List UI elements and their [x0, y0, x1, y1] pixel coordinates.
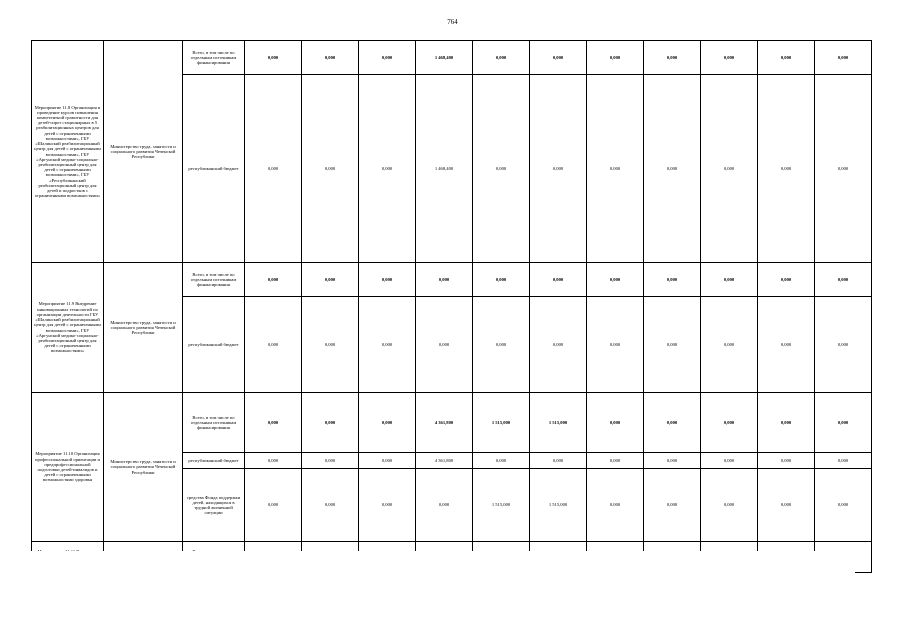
amount-cell: 0,000 [473, 263, 530, 297]
amount-cell: 0,000 [359, 393, 416, 453]
amount-cell: 0,000 [758, 469, 815, 542]
amount-cell: 1 515,000 [530, 393, 587, 453]
budget-table [31, 40, 872, 573]
amount-cell: 0,000 [815, 393, 872, 453]
funding-source-cell: Всего, в том числе по отдельным источникам финансирования [183, 393, 245, 453]
amount-cell: 0,000 [758, 75, 815, 263]
amount-cell: 0,000 [530, 75, 587, 263]
table-body [32, 41, 872, 573]
page-number: 764 [447, 18, 458, 26]
amount-cell: 0,000 [587, 297, 644, 393]
amount-cell: 1 515,000 [473, 469, 530, 542]
activity-name-cell: Мероприятие 11.9 Внедрение инновационных технологий по организации деятельности ГБУ «Шалинский реабилитационный центр для детей с ограниченными возможностями», ГБУ «Аргунский медико-социально-реабилитационный центр для детей с ограниченными возможностями» [32, 263, 104, 393]
table-row [32, 393, 872, 453]
amount-cell: 0,000 [587, 41, 644, 75]
amount-cell: 0,000 [815, 297, 872, 393]
amount-cell: 0,000 [473, 75, 530, 263]
table-row [32, 263, 872, 297]
activity-name-cell: Мероприятие 11.10 Организация профессиональной ориентации и предпрофессиональной подготовки детей-инвалидов и детей с ограниченными возможностями здоровья [32, 393, 104, 542]
amount-cell: 0,000 [245, 469, 302, 542]
amount-cell: 0,000 [359, 469, 416, 542]
amount-cell: 0,000 [644, 263, 701, 297]
amount-cell: 0,000 [815, 263, 872, 297]
amount-cell: 0,000 [359, 41, 416, 75]
amount-cell: 0,000 [701, 469, 758, 542]
amount-cell: 0,000 [644, 469, 701, 542]
executor-cell: Министерство труда, занятости и социального развития Чеченской Республики [104, 393, 183, 542]
amount-cell: 0,000 [701, 453, 758, 469]
amount-cell: 0,000 [644, 297, 701, 393]
amount-cell: 4 361,800 [416, 393, 473, 453]
amount-cell: 0,000 [473, 41, 530, 75]
amount-cell: 0,000 [815, 41, 872, 75]
executor-cell: Министерство труда, занятости и социального развития Чеченской Республики [104, 41, 183, 263]
amount-cell: 0,000 [758, 453, 815, 469]
amount-cell: 0,000 [644, 453, 701, 469]
amount-cell: 0,000 [302, 469, 359, 542]
amount-cell: 0,000 [587, 469, 644, 542]
amount-cell: 0,000 [302, 263, 359, 297]
amount-cell: 0,000 [416, 297, 473, 393]
amount-cell: 0,000 [245, 41, 302, 75]
amount-cell: 0,000 [302, 393, 359, 453]
amount-cell: 1 515,000 [530, 469, 587, 542]
amount-cell: 0,000 [701, 393, 758, 453]
funding-source-cell: Всего, в том числе по отдельным источникам финансирования [183, 41, 245, 75]
amount-cell: 0,000 [245, 263, 302, 297]
funding-source-cell: Всего, в том числе по отдельным источникам финансирования [183, 263, 245, 297]
amount-cell: 0,000 [302, 75, 359, 263]
amount-cell: 1 468,400 [416, 41, 473, 75]
funding-source-cell: средства Фонда поддержки детей, находящихся в трудной жизненной ситуации [183, 469, 245, 542]
amount-cell: 0,000 [245, 393, 302, 453]
amount-cell: 0,000 [701, 41, 758, 75]
amount-cell: 0,000 [473, 453, 530, 469]
amount-cell: 4 361,800 [416, 453, 473, 469]
funding-source-cell: республиканский бюджет [183, 75, 245, 263]
amount-cell: 0,000 [587, 75, 644, 263]
amount-cell: 0,000 [416, 263, 473, 297]
amount-cell: 0,000 [359, 453, 416, 469]
table-row [32, 41, 872, 75]
amount-cell: 0,000 [245, 453, 302, 469]
amount-cell: 0,000 [587, 263, 644, 297]
amount-cell: 0,000 [815, 469, 872, 542]
amount-cell: 0,000 [815, 453, 872, 469]
funding-source-cell: республиканский бюджет [183, 297, 245, 393]
amount-cell: 0,000 [473, 297, 530, 393]
amount-cell: 0,000 [815, 75, 872, 263]
amount-cell: 0,000 [245, 297, 302, 393]
amount-cell: 0,000 [302, 453, 359, 469]
amount-cell: 0,000 [359, 263, 416, 297]
page-bottom-margin [31, 551, 855, 640]
amount-cell: 0,000 [302, 297, 359, 393]
amount-cell: 0,000 [530, 41, 587, 75]
funding-source-cell: республиканский бюджет [183, 453, 245, 469]
amount-cell: 0,000 [701, 263, 758, 297]
amount-cell: 0,000 [416, 469, 473, 542]
amount-cell: 0,000 [701, 297, 758, 393]
amount-cell: 0,000 [530, 263, 587, 297]
amount-cell: 0,000 [359, 75, 416, 263]
amount-cell: 0,000 [302, 41, 359, 75]
activity-name-cell: Мероприятие 11.8 Организация и проведение курсов повышения компетентной грамотности для детей-сирот стационарных в 5 реабилитационных центров для детей с ограниченными возможностями», ГБУ «Шалинский реабилитационный центр для детей с ограниченными возможностями», ГБУ «Аргунский медико-социально-реабилитационный центр для детей с ограниченными возможностями», ГБУ «Республиканский реабилитационный центр для детей и подростков с ограниченными возможностями» [32, 41, 104, 263]
amount-cell: 0,000 [644, 41, 701, 75]
amount-cell: 1 468,400 [416, 75, 473, 263]
amount-cell: 0,000 [245, 75, 302, 263]
amount-cell: 0,000 [758, 297, 815, 393]
amount-cell: 0,000 [587, 393, 644, 453]
amount-cell: 0,000 [359, 297, 416, 393]
amount-cell: 0,000 [530, 453, 587, 469]
executor-cell: Министерство труда, занятости и социального развития Чеченской Республики [104, 263, 183, 393]
amount-cell: 0,000 [758, 393, 815, 453]
amount-cell: 0,000 [587, 453, 644, 469]
amount-cell: 0,000 [758, 263, 815, 297]
amount-cell: 0,000 [530, 297, 587, 393]
amount-cell: 0,000 [758, 41, 815, 75]
amount-cell: 0,000 [644, 75, 701, 263]
amount-cell: 1 515,000 [473, 393, 530, 453]
amount-cell: 0,000 [644, 393, 701, 453]
amount-cell: 0,000 [701, 75, 758, 263]
